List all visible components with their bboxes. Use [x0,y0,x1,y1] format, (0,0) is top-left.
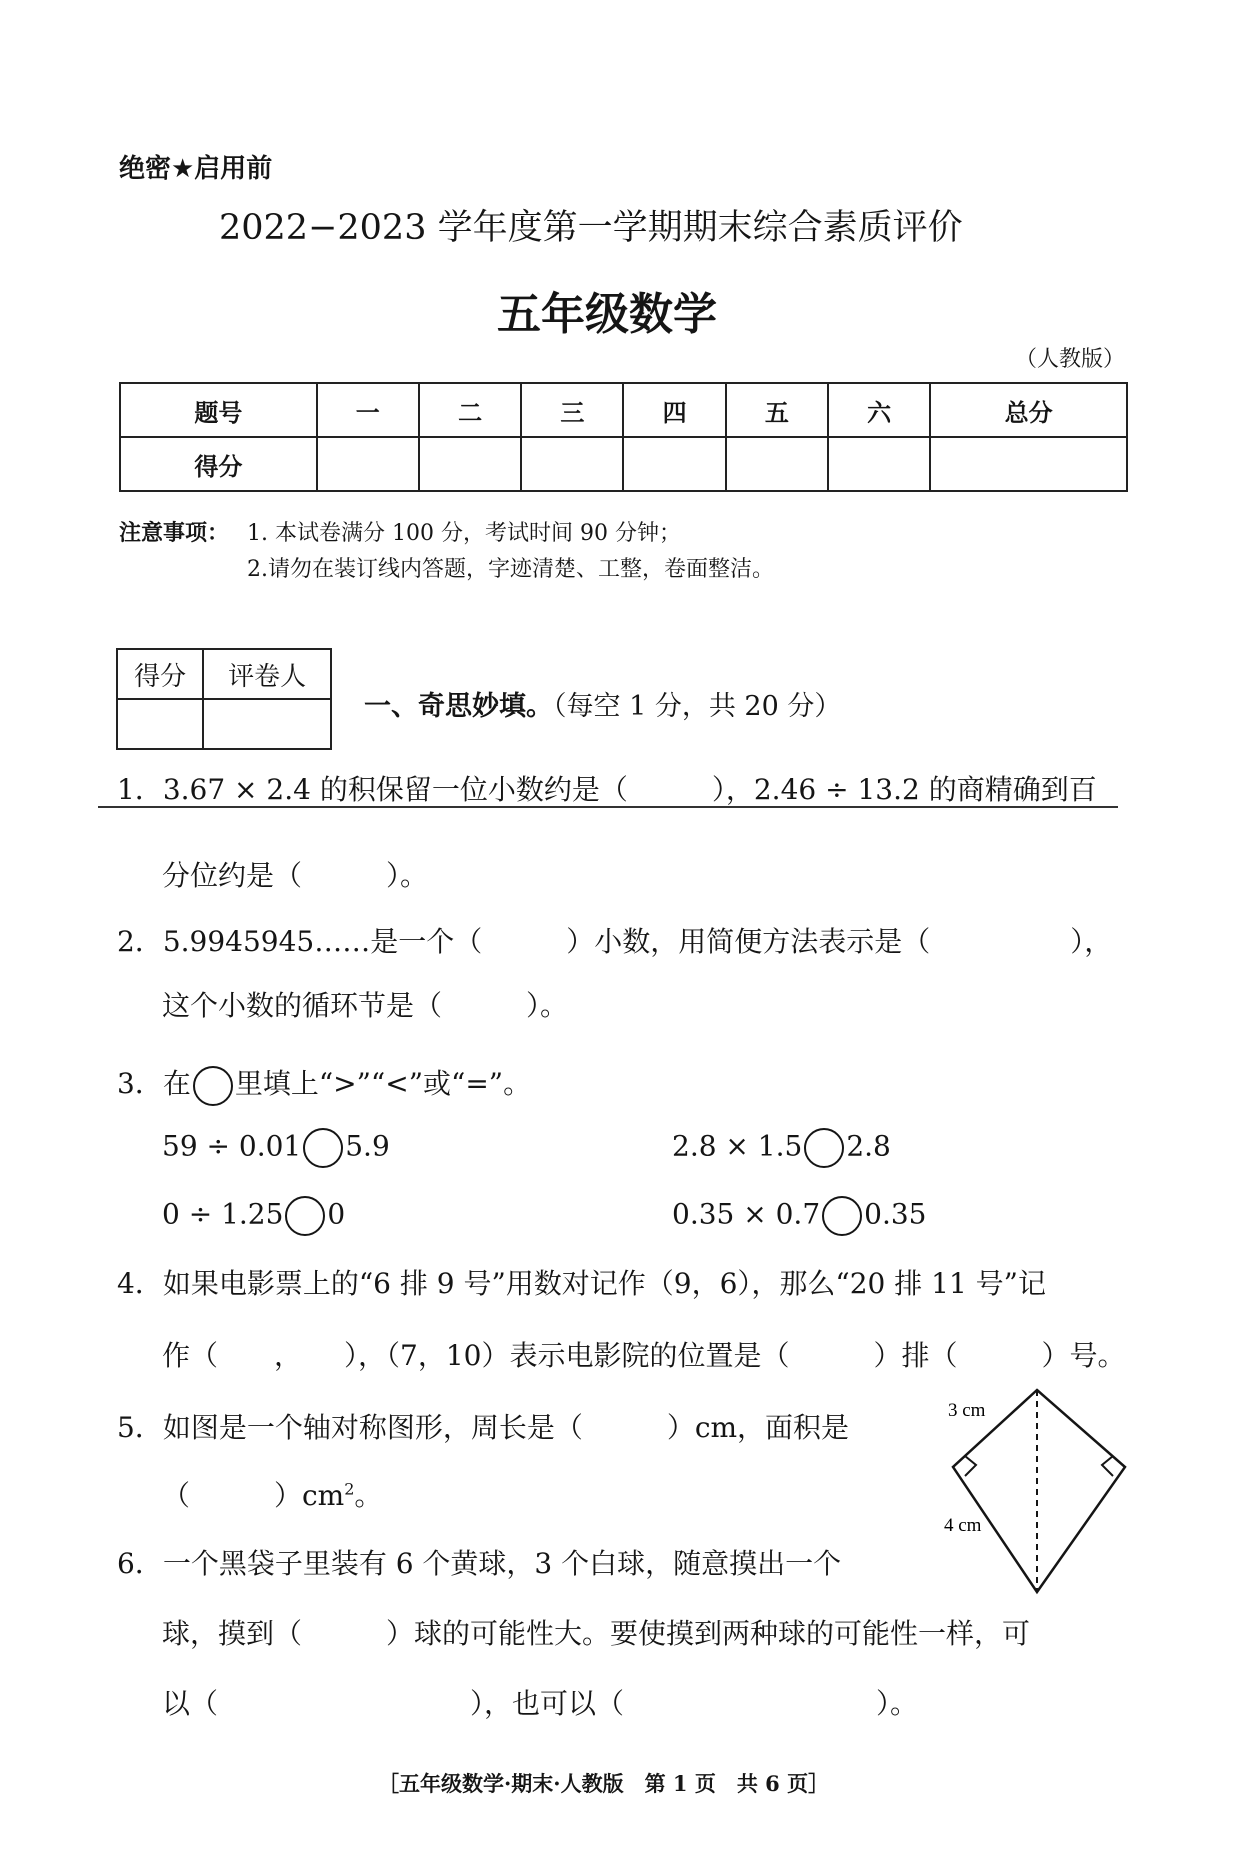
question-4-line-1: 4．如果电影票上的“6 排 9 号”用数对记作（9，6），那么“20 排 11 号”记 [117,1267,1046,1300]
area-period: 。 [354,1479,383,1512]
question-4-line-2: 作（ ， ），（7，10）表示电影院的位置是（ ）排（ ）号。 [162,1339,1126,1372]
score-header-cell: 一 [317,383,419,437]
expr-right: 0 [327,1197,346,1231]
subject-title: 五年级数学 [497,289,717,340]
question-3-instruction [117,1062,531,1106]
area-exponent: 2 [344,1479,355,1499]
question-1-line-2: 分位约是（ ）。 [162,859,429,892]
compare-circle[interactable] [804,1128,844,1168]
expr-left: 0.35 × 0.7 [672,1197,821,1231]
question-3-item-d [672,1196,926,1236]
question-6-line-3: 以（ ），也可以（ ）。 [162,1687,919,1720]
question-1-line-1: 1．3.67 × 2.4 的积保留一位小数约是（ ），2.46 ÷ 13.2 的商精确到百 [117,773,1097,806]
grader-score-label: 得分 [117,649,203,699]
score-header-cell: 题号 [120,383,317,437]
grader-box [116,648,332,750]
expr-right: 5.9 [345,1129,390,1163]
question-3-prefix: 3．在 [117,1067,191,1100]
notes-label: 注意事项： [119,521,230,546]
question-3-item-c [162,1196,345,1236]
expr-right: 0.35 [864,1197,927,1231]
scribble-line [98,806,1118,808]
notes-line-2: 2.请勿在装订线内答题，字迹清楚、工整，卷面整洁。 [247,557,774,582]
expr-right: 2.8 [846,1129,891,1163]
score-table-score-row [120,437,1127,491]
exam-title: 2022−2023 学年度第一学期期末综合素质评价 [219,208,963,248]
score-table [119,382,1128,492]
right-angle-mark-right [1102,1456,1113,1476]
grader-score-cell[interactable] [117,699,203,749]
expr-left: 59 ÷ 0.01 [162,1129,302,1163]
figure-label-top: 3 cm [948,1400,986,1421]
grader-name-cell[interactable] [203,699,331,749]
score-header-cell: 六 [828,383,930,437]
score-row-label: 得分 [120,437,317,491]
score-cell[interactable] [317,437,419,491]
compare-circle[interactable] [285,1196,325,1236]
section-1-points: （每空 1 分，共 20 分） [553,691,842,722]
score-header-cell: 五 [726,383,828,437]
question-5-line-1: 5．如图是一个轴对称图形，周长是（ ）cm，面积是 [117,1411,850,1444]
score-cell[interactable] [419,437,521,491]
compare-circle[interactable] [303,1128,343,1168]
grader-name-label: 评卷人 [203,649,331,699]
compare-circle[interactable] [822,1196,862,1236]
section-1-heading [364,684,841,723]
score-table-header-row [120,383,1127,437]
question-3-suffix: 里填上“>”“<”或“=”。 [234,1067,532,1100]
score-cell[interactable] [521,437,623,491]
section-1-title: 一、奇思妙填。 [364,691,553,722]
question-6-line-2: 球，摸到（ ）球的可能性大。要使摸到两种球的可能性一样，可 [162,1617,1031,1650]
right-angle-mark-left [965,1456,976,1476]
expr-left: 2.8 × 1.5 [672,1129,803,1163]
score-cell[interactable] [828,437,930,491]
question-3-item-b [672,1128,891,1168]
question-5-line-2 [162,1474,382,1514]
question-6-line-1: 6．一个黑袋子里装有 6 个黄球，3 个白球，随意摸出一个 [117,1547,842,1580]
score-header-cell: 总分 [930,383,1127,437]
question-2-line-2: 这个小数的循环节是（ ）。 [162,989,569,1022]
expr-left: 0 ÷ 1.25 [162,1197,284,1231]
figure-label-bottom: 4 cm [944,1515,982,1536]
score-cell[interactable] [623,437,725,491]
confidential-mark: 绝密★启用前 [119,154,273,184]
score-header-cell: 三 [521,383,623,437]
score-header-cell: 四 [623,383,725,437]
page-footer: ［五年级数学·期末·人教版 第 1 页 共 6 页］ [378,1771,830,1796]
blank-circle-icon [193,1066,233,1106]
score-cell[interactable] [726,437,828,491]
kite-figure [940,1380,1140,1610]
question-2-line-1: 2．5.9945945……是一个（ ）小数，用简便方法表示是（ ）， [117,925,1113,958]
notes-line-1: 1. 本试卷满分 100 分，考试时间 90 分钟； [247,521,681,546]
edition-label: （人教版） [1015,347,1126,372]
question-3-item-a [162,1128,390,1168]
area-blank: （ ）cm [162,1479,345,1512]
score-header-cell: 二 [419,383,521,437]
score-cell[interactable] [930,437,1127,491]
